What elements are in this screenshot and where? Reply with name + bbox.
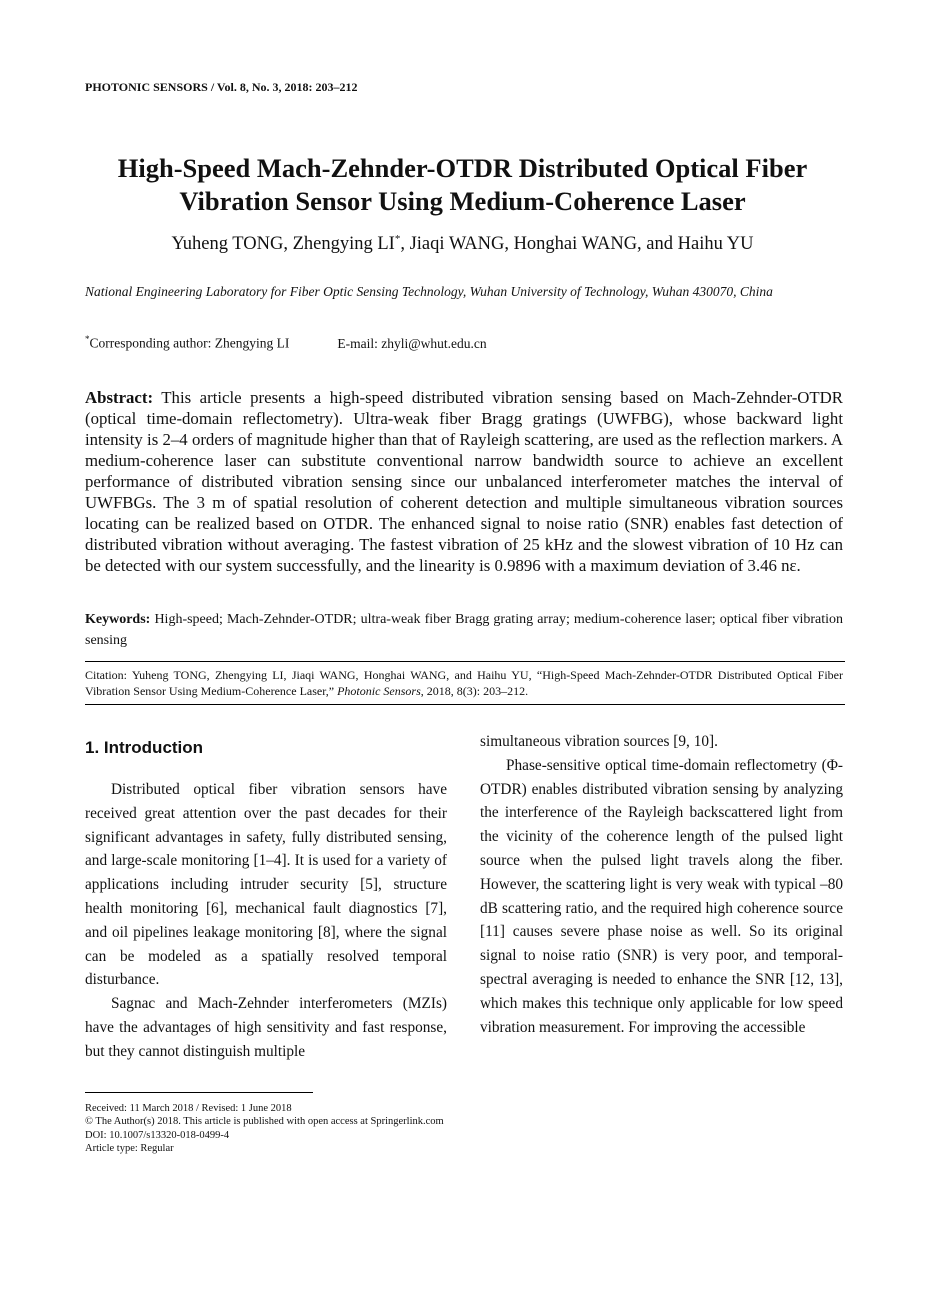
keywords-text: High-speed; Mach-Zehnder-OTDR; ultra-weak fiber Bragg grating array; medium-coherence laser; optical fiber vibration sensing: [85, 612, 844, 648]
citation: [85, 667, 843, 699]
intro-paragraph-2: Sagnac and Mach-Zehnder interferometers (MZIs) have the advantages of high sensitivity and fast response, but they cannot distinguish multiple: [85, 995, 447, 1060]
author-list: [60, 233, 865, 255]
abstract-text: This article presents a high-speed distributed vibration sensing based on Mach-Zehnder-OTDR (optical time-domain reflectometry). Ultra-weak fiber Bragg gratings (UWFBG), whose backward light intensity is 2–4 orders of magnitude higher than that of Rayleigh scattering, are used as the reflection markers. A medium-coherence laser can substitute conventional narrow bandwidth source to achieve an excellent performance of distributed vibration sensing since our unbalanced interferometer matches the interval of UWFBGs. The 3 m of spatial resolution of coherent detection and multiple simultaneous vibration sources locating can be realized based on OTDR. The enhanced signal to noise ratio (SNR) enables fast detection of distributed vibration without averaging. The fastest vibration of 25 kHz and the slowest vibration of 10 Hz can be detected with our system successfully, and the linearity is 0.9896 with a maximum deviation of 3.46 nε.: [85, 388, 843, 575]
footnotes: [85, 1102, 444, 1155]
abstract: [85, 387, 843, 576]
journal-header: PHOTONIC SENSORS / Vol. 8, No. 3, 2018: 203–212: [85, 80, 358, 94]
footnote-received: Received: 11 March 2018 / Revised: 1 June 2018: [85, 1103, 292, 1114]
title-line-1: High-Speed Mach-Zehnder-OTDR Distributed Optical Fiber: [117, 153, 808, 183]
keywords-label: Keywords:: [85, 612, 151, 627]
corresponding-mark: *: [394, 233, 401, 245]
footnote-rule: [85, 1092, 313, 1093]
intro-paragraph-1: Distributed optical fiber vibration sensors have received great attention over the past decades for their significant advantages in safety, fully distributed sensing, and large-scale monitoring [1–4]. It is used for a variety of applications including intruder security [5], structure health monitoring [6], mechanical fault diagnostics [7], and oil pipelines leakage monitoring [8], where the signal can be modeled as a spatially resolved temporal disturbance.: [85, 781, 447, 989]
title-line-2: Vibration Sensor Using Medium-Coherence Laser: [179, 186, 746, 216]
abstract-label: Abstract:: [85, 388, 154, 407]
keywords: [85, 609, 843, 651]
citation-top-rule: [85, 661, 845, 662]
affiliation: National Engineering Laboratory for Fiber Optic Sensing Technology, Wuhan University of Technology, Wuhan 430070, China: [85, 284, 773, 299]
footnote-article-type: Article type: Regular: [85, 1142, 174, 1154]
corr-label: Corresponding author: Zhengying LI: [89, 335, 290, 351]
citation-suffix: , 2018, 8(3): 203–212.: [420, 684, 529, 698]
section-heading-introduction: 1. Introduction: [85, 738, 204, 757]
authors-before: Yuheng TONG, Zhengying LI: [171, 234, 395, 255]
citation-bottom-rule: [85, 704, 845, 705]
footnote-copyright: © The Author(s) 2018. This article is published with open access at Springerlink.com: [85, 1116, 444, 1128]
citation-journal: Photonic Sensors: [337, 684, 421, 698]
footnote-doi: DOI: 10.1007/s13320-018-0499-4: [85, 1129, 230, 1141]
left-column: [85, 778, 447, 1064]
corresponding-author: [85, 334, 487, 352]
citation-prefix: Citation: Yuheng TONG, Zhengying LI, Jiaqi WANG, Honghai WANG, and Haihu YU, “High-Speed Mach-Zehnder-OTDR Distributed Optical Fiber Vibration Sensor Using Medium-Coherence Laser,”: [85, 668, 843, 698]
authors-after: , Jiaqi WANG, Honghai WANG, and Haihu YU: [400, 234, 754, 255]
intro-paragraph-3: Phase-sensitive optical time-domain reflectometry (Φ-OTDR) enables distributed vibration sensing by analyzing the interference of the Rayleigh backscattered light from the vicinity of the coherence length of the pulsed light source when the pulsed light travels along the fiber. However, the scattering light is very weak with typical –80 dB scattering ratio, and the required high coherence source [11] causes severe phase noise as well. So its original signal to noise ratio (SNR) is very poor, and temporal-spectral averaging is needed to enhance the SNR [12, 13], which makes this technique only applicable for low speed vibration measurement. For improving the accessible: [480, 756, 843, 1036]
right-column: [480, 730, 843, 1039]
corr-email: E-mail: zhyli@whut.edu.cn: [337, 335, 487, 351]
intro-paragraph-2-cont: simultaneous vibration sources [9, 10].: [480, 733, 718, 750]
paper-title: [60, 152, 865, 218]
corr-mark: *: [85, 334, 90, 344]
